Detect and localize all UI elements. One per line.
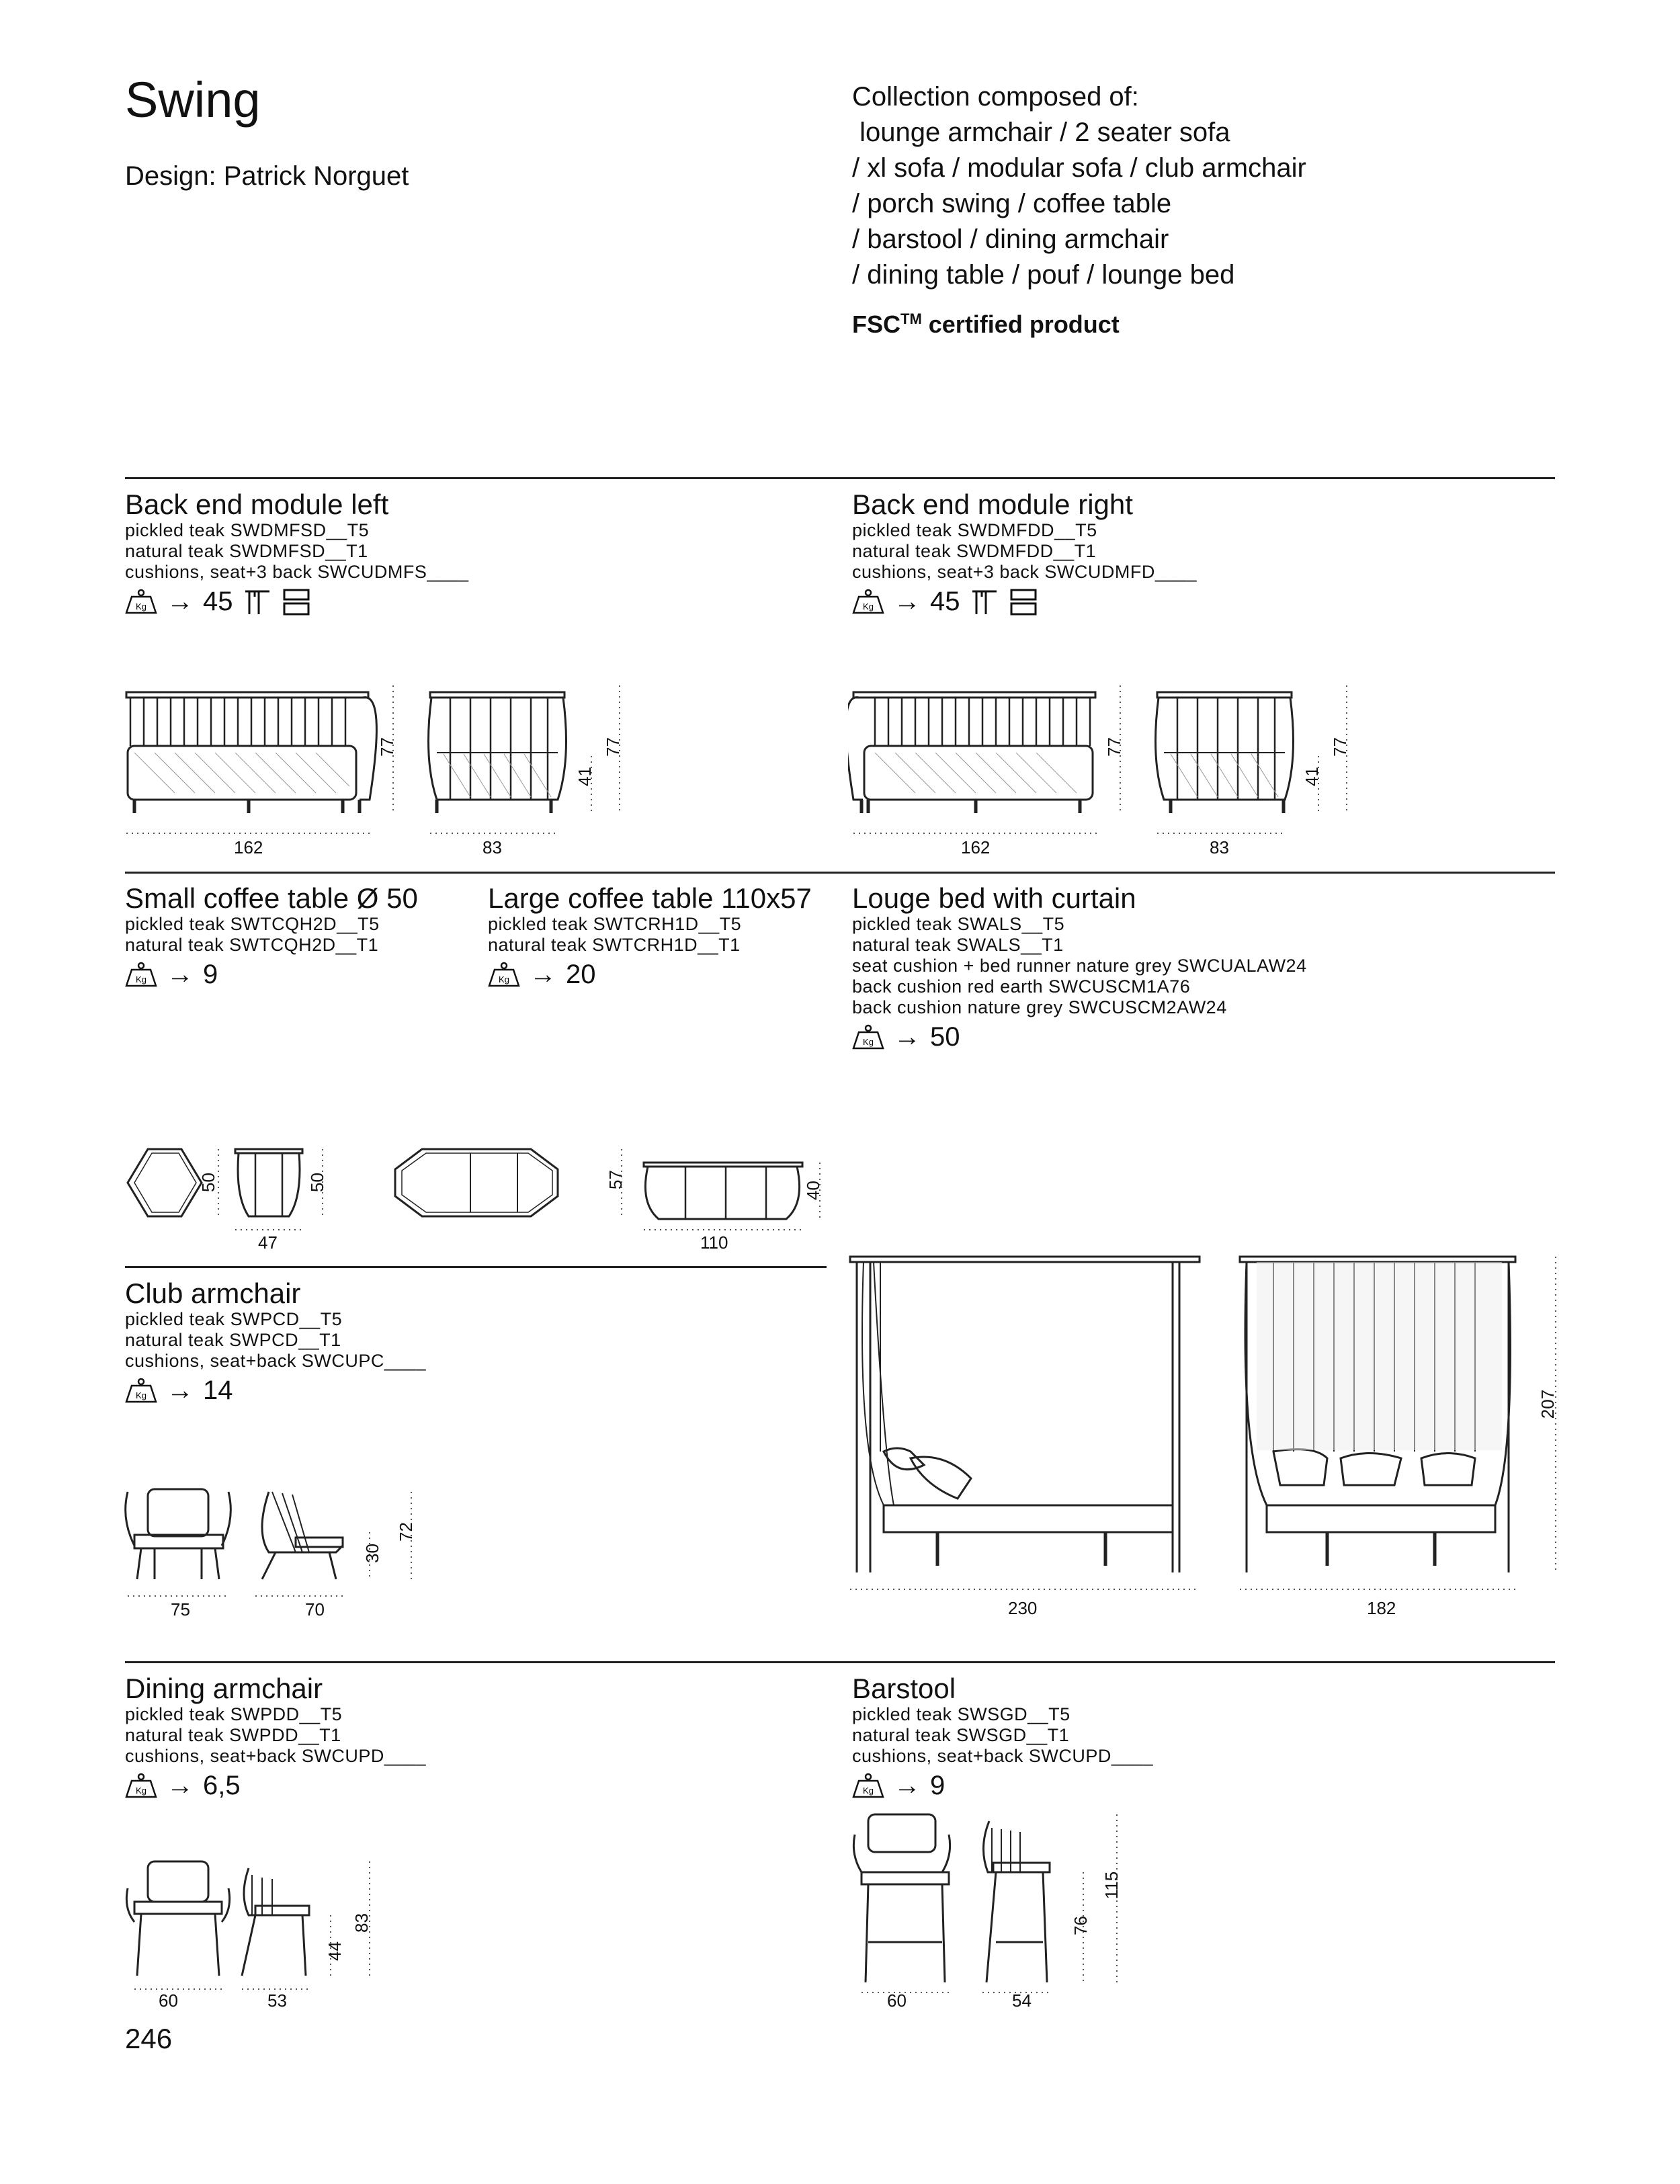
dim-height: 83 xyxy=(351,1913,372,1933)
dim-depth: 54 xyxy=(1012,1990,1032,2011)
arrow-icon: → xyxy=(167,960,194,989)
product-code: natural teak SWTCQH2D__T1 xyxy=(125,935,379,955)
weight-row xyxy=(488,960,812,990)
product-code: natural teak SWDMFDD__T1 xyxy=(852,541,1097,561)
kg-weight-icon xyxy=(125,1378,157,1404)
arrow-icon: → xyxy=(894,1022,921,1052)
arrow-icon: → xyxy=(167,1771,194,1800)
collection-line: / barstool / dining armchair xyxy=(852,224,1169,254)
product-code: cushions, seat+3 back SWCUDMFS____ xyxy=(125,562,469,582)
dim-height: 77 xyxy=(602,737,623,757)
svg-text:Kg: Kg xyxy=(863,1036,874,1047)
svg-text:Kg: Kg xyxy=(863,1785,874,1796)
product-title: Back end module right xyxy=(852,489,1133,520)
dim-width: 182 xyxy=(1367,1598,1396,1618)
divider xyxy=(125,1266,827,1268)
arrow-icon: → xyxy=(530,960,556,989)
weight-value: 9 xyxy=(203,960,218,989)
outdoor-table-icon xyxy=(970,587,999,617)
dim-height: 40 xyxy=(802,1181,823,1200)
dim-width: 60 xyxy=(887,1990,907,2011)
product-title: Back end module left xyxy=(125,489,389,520)
svg-text:Kg: Kg xyxy=(136,974,146,984)
product-back-end-left xyxy=(125,489,468,617)
dim-depth: 53 xyxy=(267,1990,287,2011)
collection-line: / porch swing / coffee table xyxy=(852,189,1172,218)
product-dining-armchair xyxy=(125,1673,426,1801)
product-code: pickled teak SWALS__T5 xyxy=(852,914,1065,934)
dim-height: 207 xyxy=(1538,1389,1558,1419)
stack-icon xyxy=(1009,587,1038,617)
product-back-end-right xyxy=(852,489,1197,617)
collection-line: / xl sofa / modular sofa / club armchair xyxy=(852,153,1306,183)
dim-height: 72 xyxy=(395,1522,416,1542)
kg-weight-icon xyxy=(125,589,157,616)
product-code: seat cushion + bed runner nature grey SWCUALAW24 xyxy=(852,956,1307,976)
weight-value: 6,5 xyxy=(203,1771,241,1800)
divider xyxy=(125,872,1555,874)
arrow-icon: → xyxy=(894,1771,921,1800)
dim-width: 47 xyxy=(258,1232,278,1253)
dim-width: 162 xyxy=(234,837,263,857)
product-title: Small coffee table Ø 50 xyxy=(125,882,418,914)
product-title: Louge bed with curtain xyxy=(852,882,1136,914)
product-code: pickled teak SWTCRH1D__T5 xyxy=(488,914,742,934)
weight-row xyxy=(125,587,468,617)
page-number: 246 xyxy=(125,2023,173,2054)
dim-height: 77 xyxy=(1103,737,1124,757)
back-right-drawing xyxy=(848,679,1379,860)
barstool-drawing xyxy=(848,1808,1144,2003)
arrow-icon: → xyxy=(167,587,194,616)
kg-weight-icon xyxy=(852,589,884,616)
arrow-icon: → xyxy=(894,587,921,616)
weight-row xyxy=(125,1376,426,1406)
collection-list xyxy=(852,79,1306,293)
dim-height: 50 xyxy=(306,1173,327,1192)
product-code: natural teak SWSGD__T1 xyxy=(852,1725,1070,1745)
weight-value: 50 xyxy=(930,1022,960,1052)
club-armchair-drawing xyxy=(121,1478,430,1613)
svg-text:Kg: Kg xyxy=(863,601,874,612)
dim-seat-height: 30 xyxy=(362,1544,382,1563)
dim-length: 230 xyxy=(1008,1598,1038,1618)
product-code: pickled teak SWPCD__T5 xyxy=(125,1309,343,1329)
product-code: pickled teak SWTCQH2D__T5 xyxy=(125,914,380,934)
product-barstool xyxy=(852,1673,1153,1801)
product-code: pickled teak SWPDD__T5 xyxy=(125,1704,343,1724)
lounge-bed-drawing xyxy=(843,1250,1589,1599)
collection-line: / dining table / pouf / lounge bed xyxy=(852,260,1235,290)
product-code: back cushion red earth SWCUSCM1A76 xyxy=(852,976,1191,997)
product-code: cushions, seat+3 back SWCUDMFD____ xyxy=(852,562,1197,582)
dim-depth: 70 xyxy=(305,1599,325,1620)
product-club-armchair xyxy=(125,1278,426,1406)
weight-value: 9 xyxy=(930,1771,946,1800)
dim-width: 162 xyxy=(961,837,991,857)
divider xyxy=(125,477,1555,479)
product-code: natural teak SWPDD__T1 xyxy=(125,1725,341,1745)
svg-text:Kg: Kg xyxy=(499,974,509,984)
dim-depth: 83 xyxy=(482,837,502,857)
collection-line: lounge armchair / 2 seater sofa xyxy=(852,118,1230,147)
product-code: natural teak SWPCD__T1 xyxy=(125,1330,341,1350)
product-code: cushions, seat+back SWCUPC____ xyxy=(125,1351,426,1371)
product-title: Barstool xyxy=(852,1673,956,1704)
collection-line: Collection composed of: xyxy=(852,82,1139,112)
product-title: Dining armchair xyxy=(125,1673,323,1704)
product-code: natural teak SWALS__T1 xyxy=(852,935,1064,955)
weight-row xyxy=(125,1771,426,1801)
stack-icon xyxy=(282,587,311,617)
weight-row xyxy=(125,960,418,990)
kg-weight-icon xyxy=(125,1773,157,1800)
weight-value: 45 xyxy=(203,587,233,616)
outdoor-table-icon xyxy=(243,587,272,617)
dim-height: 77 xyxy=(1329,737,1350,757)
weight-row xyxy=(852,1022,1307,1052)
dim-width: 60 xyxy=(159,1990,178,2011)
product-lounge-bed xyxy=(852,883,1307,1052)
dim-seat-height: 76 xyxy=(1070,1916,1091,1935)
coffee-tables-drawing xyxy=(121,1136,847,1236)
weight-value: 45 xyxy=(930,587,960,616)
weight-row xyxy=(852,587,1197,617)
product-code: cushions, seat+back SWCUPD____ xyxy=(125,1746,426,1766)
svg-text:Kg: Kg xyxy=(136,1785,146,1796)
product-small-coffee-table xyxy=(125,883,418,990)
dim-seat-height: 41 xyxy=(574,767,595,786)
dim-width: 110 xyxy=(700,1232,728,1253)
designer: Design: Patrick Norguet xyxy=(125,161,409,191)
dim-depth: 83 xyxy=(1210,837,1229,857)
weight-value: 20 xyxy=(566,960,596,989)
product-code: back cushion nature grey SWCUSCM2AW24 xyxy=(852,997,1227,1017)
product-title: Club armchair xyxy=(125,1277,301,1309)
dim-height: 115 xyxy=(1101,1871,1122,1900)
product-code: pickled teak SWSGD__T5 xyxy=(852,1704,1070,1724)
product-code: cushions, seat+back SWCUPD____ xyxy=(852,1746,1153,1766)
svg-text:Kg: Kg xyxy=(136,1390,146,1400)
collection-title: Swing xyxy=(125,72,261,128)
product-code: pickled teak SWDMFDD__T5 xyxy=(852,520,1097,540)
kg-weight-icon xyxy=(852,1024,884,1051)
weight-value: 14 xyxy=(203,1376,233,1405)
kg-weight-icon xyxy=(852,1773,884,1800)
kg-weight-icon xyxy=(488,962,520,989)
weight-row xyxy=(852,1771,1153,1801)
fsc-label: FSC™ certified product xyxy=(852,310,1120,338)
svg-text:Kg: Kg xyxy=(136,601,146,612)
product-code: natural teak SWDMFSD__T1 xyxy=(125,541,368,561)
dining-armchair-drawing xyxy=(121,1855,390,2003)
product-code: natural teak SWTCRH1D__T1 xyxy=(488,935,741,955)
back-left-drawing xyxy=(121,679,652,860)
dim-height: 50 xyxy=(198,1173,218,1192)
arrow-icon: → xyxy=(167,1376,194,1405)
dim-height: 77 xyxy=(376,737,397,757)
dim-seat-height: 44 xyxy=(324,1941,345,1961)
dim-width: 75 xyxy=(171,1599,190,1620)
product-title: Large coffee table 110x57 xyxy=(488,882,812,914)
product-code: pickled teak SWDMFSD__T5 xyxy=(125,520,370,540)
dim-depth: 57 xyxy=(605,1170,626,1189)
product-large-coffee-table xyxy=(488,883,812,990)
divider xyxy=(125,1661,1555,1663)
dim-seat-height: 41 xyxy=(1301,767,1322,786)
kg-weight-icon xyxy=(125,962,157,989)
